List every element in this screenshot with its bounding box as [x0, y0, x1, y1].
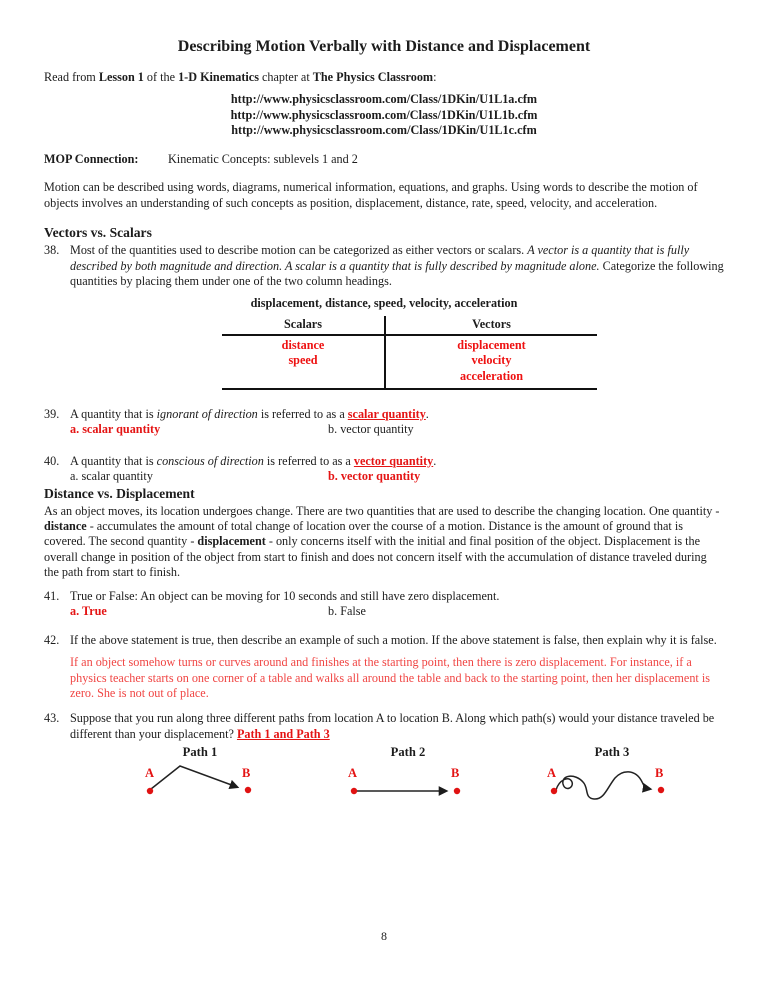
- question-42-body: [70, 633, 724, 702]
- question-42: [44, 633, 724, 702]
- scalars-answer-cell: [222, 336, 386, 388]
- question-41-option-a: a. True: [70, 603, 107, 618]
- question-41-options: [70, 604, 724, 619]
- section-heading-vectors-vs-scalars: Vectors vs. Scalars: [44, 225, 152, 241]
- path-3-label: Path 3: [594, 744, 630, 759]
- distance-term: distance: [44, 518, 87, 533]
- question-40-text: [70, 454, 724, 469]
- question-39-options: [70, 422, 724, 437]
- chapter-reference: 1-D Kinematics: [178, 70, 259, 84]
- point-b-dot: [454, 788, 460, 794]
- read-from-line: [44, 70, 724, 85]
- read-from-text: chapter at: [258, 70, 313, 84]
- question-43: [44, 711, 724, 742]
- question-40-mid: is referred to as a: [263, 453, 354, 468]
- answer-displacement: displacement: [457, 338, 526, 353]
- path-figure-2: [333, 745, 483, 806]
- question-40-option-b: b. vector quantity: [328, 469, 421, 484]
- question-41: [44, 589, 724, 620]
- read-from-text: :: [433, 70, 437, 84]
- question-39-body: [70, 407, 724, 438]
- question-43-body: [70, 711, 724, 742]
- path-1-label: Path 1: [182, 744, 218, 759]
- question-39-pre: A quantity that is: [70, 406, 157, 421]
- question-39-option-b: b. vector quantity: [328, 422, 414, 437]
- question-43-inline-answer: Path 1 and Path 3: [236, 726, 330, 741]
- question-43-prompt: Suppose that you run along three different paths from location A to location B. Along which path(s) would your distance traveled be different than your displacement?: [70, 711, 715, 741]
- distance-paragraph-text: - only concerns itself with the initial and final position of the object. Displacement is the overall change in position of the object from start to finish and does not concern itself with the accumulation of distance traveled during the path from start to finish.: [44, 534, 707, 580]
- question-38-number: 38.: [44, 243, 60, 258]
- question-40-number: 40.: [44, 453, 60, 468]
- path-figure-1: [125, 745, 275, 806]
- read-from-text: Read from: [44, 70, 99, 84]
- point-b-dot: [245, 787, 251, 793]
- answer-acceleration: acceleration: [460, 368, 523, 383]
- question-38-definition: A vector is a quantity that is fully described by both magnitude and direction. A scalar is a quantity that is fully described by magnitude alone.: [70, 243, 690, 273]
- lesson-url: http://www.physicsclassroom.com/Class/1DKin/U1L1c.cfm: [231, 122, 537, 137]
- question-42-number: 42.: [44, 633, 60, 648]
- answer-velocity: velocity: [471, 353, 512, 368]
- mop-connection-line: [44, 152, 724, 167]
- path-figure-3: [537, 745, 687, 806]
- question-41-number: 41.: [44, 588, 60, 603]
- question-43-number: 43.: [44, 711, 60, 726]
- question-39: [44, 407, 724, 438]
- question-40-options: [70, 469, 724, 484]
- question-43-text: [70, 711, 724, 742]
- lesson-url: http://www.physicsclassroom.com/Class/1DKin/U1L1b.cfm: [230, 107, 538, 122]
- question-38-text: [70, 243, 724, 289]
- question-40-pre: A quantity that is: [70, 453, 157, 468]
- scalars-vectors-table: [222, 316, 597, 390]
- point-b-label: B: [655, 765, 664, 780]
- question-40-option-a: a. scalar quantity: [70, 469, 153, 484]
- question-39-mid: is referred to as a: [257, 406, 348, 421]
- question-41-text: True or False: An object can be moving for 10 seconds and still have zero displacement.: [70, 588, 500, 603]
- point-a-label: A: [547, 765, 557, 780]
- question-40: [44, 454, 724, 485]
- word-bank: displacement, distance, speed, velocity, acceleration: [250, 296, 518, 311]
- question-38-tail: Categorize the following quantities by placing them under one of the two column headings.: [70, 258, 724, 289]
- question-39-italic: ignorant of direction: [156, 406, 258, 421]
- path-3-line: [556, 772, 650, 799]
- question-40-inline-answer: vector quantity: [353, 453, 434, 468]
- question-39-end: .: [425, 406, 429, 421]
- question-39-inline-answer: scalar quantity: [347, 406, 426, 421]
- mop-connection-value: Kinematic Concepts: sublevels 1 and 2: [168, 152, 358, 167]
- path-2-label: Path 2: [390, 744, 426, 759]
- question-42-answer: If an object somehow turns or curves around and finishes at the starting point, then there is zero displacement. For instance, if a physics teacher starts on one corner of a table and walks all around the table and back to the starting point, then her displacement is zero. She is not out of place.: [70, 654, 710, 701]
- page-number: 8: [381, 929, 387, 943]
- intro-paragraph: Motion can be described using words, diagrams, numerical information, equations, and graphs. Using words to describe the motion of objects involves an understanding of such concepts as position, displacement, distance, rate, speed, velocity, and acceleration.: [44, 180, 698, 210]
- section-heading-distance-vs-displacement: Distance vs. Displacement: [44, 485, 195, 501]
- question-39-option-a: a. scalar quantity: [70, 422, 161, 437]
- mop-connection-label: MOP Connection:: [44, 152, 139, 167]
- distance-paragraph: [44, 504, 724, 581]
- path-1-line: [151, 766, 237, 789]
- question-40-italic: conscious of direction: [156, 453, 264, 468]
- point-a-dot: [351, 788, 357, 794]
- page-title: Describing Motion Verbally with Distance and Displacement: [177, 38, 591, 55]
- question-39-text: [70, 407, 724, 422]
- path-2-diagram: [333, 760, 483, 806]
- path-3-diagram: [537, 760, 687, 806]
- vectors-answer-cell: [386, 336, 597, 388]
- point-a-label: A: [348, 765, 358, 780]
- distance-paragraph-text: As an object moves, its location undergoes change. There are two quantities that are used to describe the changing location. One quantity -: [44, 503, 720, 518]
- point-a-dot: [551, 788, 557, 794]
- point-a-dot: [147, 788, 153, 794]
- read-from-text: of the: [143, 70, 179, 84]
- table-header-scalars: Scalars: [222, 316, 386, 336]
- answer-distance: distance: [281, 338, 325, 353]
- lesson-url-list: [44, 92, 724, 138]
- question-41-body: [70, 589, 724, 620]
- lesson-reference: Lesson 1: [98, 70, 144, 84]
- question-38: [44, 243, 724, 289]
- path-1-diagram: [125, 760, 275, 806]
- question-40-end: .: [433, 453, 437, 468]
- displacement-term: displacement: [197, 534, 266, 549]
- question-38-lead: Most of the quantities used to describe motion can be categorized as either vectors or scalars.: [70, 243, 528, 258]
- lesson-url: http://www.physicsclassroom.com/Class/1DKin/U1L1a.cfm: [230, 92, 538, 107]
- table-header-vectors: Vectors: [386, 316, 597, 336]
- point-b-label: B: [451, 765, 460, 780]
- point-a-label: A: [145, 765, 155, 780]
- site-reference: The Physics Classroom: [312, 70, 434, 84]
- answer-speed: speed: [288, 353, 318, 368]
- question-40-body: [70, 454, 724, 485]
- path-figures-row: [44, 745, 724, 806]
- question-41-option-b: b. False: [328, 603, 366, 618]
- point-b-dot: [658, 787, 664, 793]
- distance-paragraph-text: - accumulates the amount of total change of location over the course of a motion. Distance is the amount of ground that is covered. The second quantity -: [44, 518, 683, 549]
- question-42-text: If the above statement is true, then describe an example of such a motion. If the above statement is false, then explain why it is false.: [70, 633, 717, 648]
- question-39-number: 39.: [44, 406, 60, 421]
- point-b-label: B: [242, 765, 251, 780]
